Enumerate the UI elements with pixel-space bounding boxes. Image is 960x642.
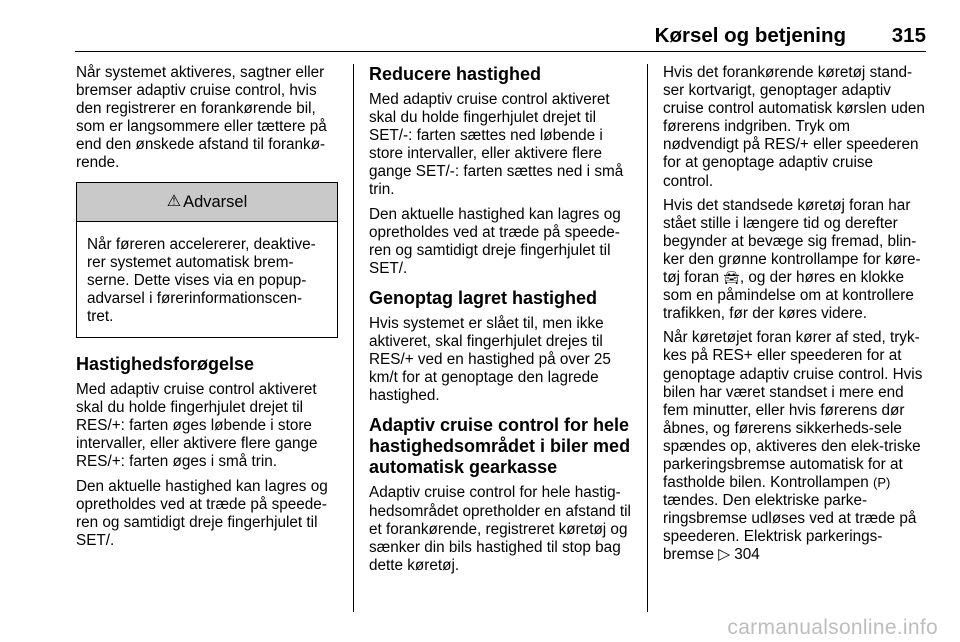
column-middle — [369, 64, 633, 581]
column-right — [663, 64, 927, 571]
car-front-icon: 🚘︎ — [723, 270, 740, 286]
header-rule — [75, 51, 926, 52]
section-heading: Hastighedsforøgelse — [76, 354, 255, 375]
header-title: Kørsel og betjening — [654, 24, 846, 47]
paragraph: Adaptiv cruise control for hele hastig-hedsområdet opretholder en afstand til et forankørende, registreret køretøj og sænker din bils hastighed til stop bag dette køretøj. — [369, 484, 631, 574]
paragraph: Den aktuelle hastighed kan lagres og opretholdes ved at træde på speede-ren og samtidigt dreje fingerhjulet til SET/. — [369, 205, 621, 277]
text-span: , og der høres en klokke som en påmindelse om at kontrollere trafikken, før der køres videre. — [663, 269, 914, 323]
paragraph: Den aktuelle hastighed kan lagres og opretholdes ved at træde på speede-ren og samtidigt dreje fingerhjulet til SET/. — [76, 477, 328, 549]
warning-triangle-icon: ⚠ — [166, 192, 182, 210]
warning-box — [76, 182, 338, 338]
page-number: 315 — [891, 24, 926, 47]
section-heading: Adaptiv cruise control for hele hastighedsområdet i biler med automatisk gearkasse — [369, 415, 631, 478]
paragraph: Med adaptiv cruise control aktiveret skal du holde fingerhjulet drejet til SET/-: farten sættes ned løbende i store intervaller, eller aktivere flere gange SET/-: farten sættes ned i små trin. — [369, 91, 624, 199]
section-heading: Genoptag lagret hastighed — [369, 287, 598, 308]
column-left — [76, 64, 338, 556]
paragraph: Hvis systemet er slået til, men ikke aktiveret, skal fingerhjulet drejes til RES/+ ved en hastighed på over 25 km/t for at genoptage den lagrede hastighed. — [369, 314, 611, 405]
warning-title: Advarsel — [183, 192, 248, 211]
warning-title-bar — [77, 183, 337, 222]
watermark: carmanualsonline.info — [727, 616, 938, 639]
text-span: Hvis det standsede køretøj foran har stået stille i længere tid og derefter begynder at bevæge sig fremad, blin-ker den grønne kontrollampe for køre-tøj foran — [663, 196, 921, 287]
text-span: tændes. Den elektriske parke-ringsbremse udløses ved at træde på speederen. Elektrisk parkerings-bremse — [663, 492, 917, 564]
paragraph — [663, 197, 927, 324]
page-reference[interactable]: 304 — [734, 546, 760, 564]
page-header — [75, 24, 926, 50]
page-reference-arrow-icon: ▷ — [718, 546, 731, 564]
paragraph: Med adaptiv cruise control aktiveret skal du holde fingerhjulet drejet til RES/+: farten øges løbende i store intervaller, eller aktivere flere gange RES/+: farten øges i små trin. — [76, 381, 318, 471]
warning-body: Når føreren accelererer, deaktive-rer systemet automatisk brem-serne. Dette vises via en popup-advarsel i førerinformationscen-tret. — [87, 235, 316, 325]
text-span: Når køretøjet foran kører af sted, tryk-kes på RES+ eller speederen for at genoptage adaptiv cruise control. Hvis bilen har været standset i mere end fem minutter, eller hvis førerens dør åbnes, og førerens sikkerheds-sele spændes op, aktiveres den elek-triske parkeringsbremse automatisk for at fastholde bilen. Kontrollampen — [663, 329, 923, 492]
paragraph — [663, 329, 927, 564]
paragraph: Hvis det forankørende køretøj stand-ser kortvarigt, genoptager adaptiv cruise control automatisk kørslen uden førerens indgriben. Tryk om nødvendigt på RES/+ eller speederen for at genoptage adaptiv cruise control. — [663, 64, 925, 190]
parking-brake-lamp-icon: (P) — [873, 475, 891, 491]
column-divider — [647, 64, 648, 612]
column-divider — [353, 64, 354, 612]
paragraph: Når systemet aktiveres, sagtner eller bremser adaptiv cruise control, hvis den registrerer en forankørende bil, som er langsommere eller tættere på end den ønskede afstand til forankø-rende. — [76, 64, 327, 172]
section-heading: Reducere hastighed — [369, 64, 542, 84]
